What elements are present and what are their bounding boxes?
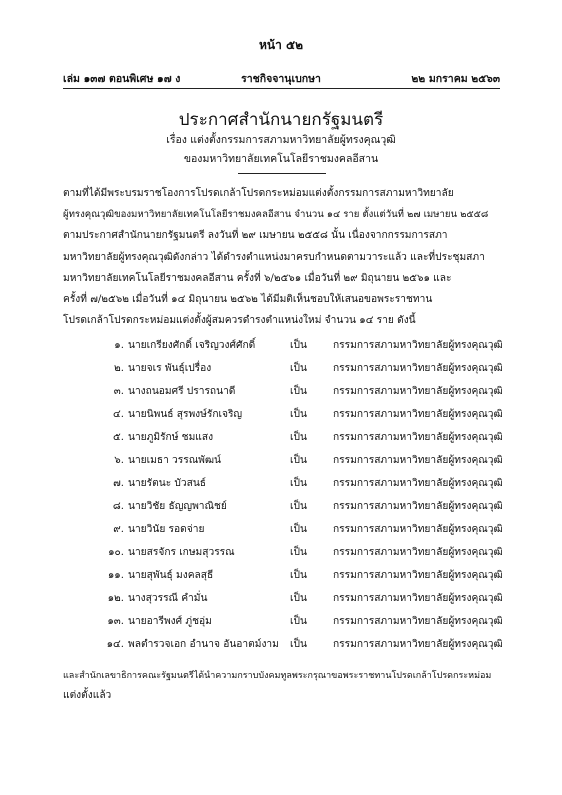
appointee-verb: เป็น <box>290 432 307 443</box>
body-line: ผู้ทรงคุณวุฒิของมหาวิทยาลัยเทคโนโลยีราชมงคลอีสาน จำนวน ๑๔ ราย ตั้งแต่วันที่ ๒๗ เมษายน ๒๕๕๘ <box>63 209 489 221</box>
appointee-position: กรรมการสภามหาวิทยาลัยผู้ทรงคุณวุฒิ <box>333 593 503 604</box>
appointee-verb: เป็น <box>290 570 307 581</box>
appointee-position: กรรมการสภามหาวิทยาลัยผู้ทรงคุณวุฒิ <box>333 478 503 489</box>
appointee-row <box>0 498 562 520</box>
appointee-row <box>0 544 562 566</box>
appointee-number: ๑. <box>114 340 124 351</box>
appointee-row <box>0 406 562 428</box>
appointee-verb: เป็น <box>290 386 307 397</box>
appointee-number: ๒. <box>114 363 124 374</box>
appointee-row <box>0 360 562 382</box>
appointee-number: ๑๔. <box>106 639 124 650</box>
appointee-verb: เป็น <box>290 639 307 650</box>
appointee-name: นายภูมิรักษ์ ชมแสง <box>128 432 214 443</box>
appointee-number: ๑๓. <box>107 616 124 627</box>
appointee-name: พลตำรวจเอก อำนาจ อันอาตม์งาม <box>128 639 279 650</box>
body-line: ตามประกาศสำนักนายกรัฐมนตรี ลงวันที่ ๒๙ เมษายน ๒๕๕๘ นั้น เนื่องจากกรรมการสภา <box>63 230 448 242</box>
title-divider <box>238 173 326 174</box>
appointee-number: ๘. <box>112 501 124 512</box>
body-line: ตามที่ได้มีพระบรมราชโองการโปรดเกล้าโปรดกระหม่อมแต่งตั้งกรรมการสภามหาวิทยาลัย <box>63 188 454 199</box>
closing-line: แต่งตั้งแล้ว <box>63 690 112 701</box>
appointee-verb: เป็น <box>290 593 307 604</box>
appointee-position: กรรมการสภามหาวิทยาลัยผู้ทรงคุณวุฒิ <box>333 547 503 558</box>
body-line: มหาวิทยาลัยผู้ทรงคุณวุฒิดังกล่าว ได้ดำรงตำแหน่งมาครบกำหนดตามวาระแล้ว และที่ประชุมสภา <box>63 251 485 263</box>
header-rule <box>63 88 500 89</box>
appointee-name: นางสุวรรณี คำมั่น <box>128 593 208 604</box>
appointee-number: ๑๒. <box>107 593 124 604</box>
body-line: มหาวิทยาลัยเทคโนโลยีราชมงคลอีสาน ครั้งที่ ๖/๒๕๖๑ เมื่อวันที่ ๒๙ มิถุนายน ๒๕๖๑ และ <box>63 272 452 284</box>
appointee-number: ๕. <box>113 432 124 443</box>
appointee-row <box>0 383 562 405</box>
appointee-verb: เป็น <box>290 616 307 627</box>
appointee-name: นายเมธา วรรณพัฒน์ <box>128 455 222 466</box>
appointee-verb: เป็น <box>290 363 307 374</box>
appointee-position: กรรมการสภามหาวิทยาลัยผู้ทรงคุณวุฒิ <box>333 386 503 397</box>
closing-line: และสำนักเลขาธิการคณะรัฐมนตรีได้นำความกราบบังคมทูลพระกรุณาขอพระราชทานโปรดเกล้าโปรดกระหม่อม <box>63 671 492 681</box>
gazette-name: ราชกิจจานุเบกษา <box>241 73 321 85</box>
appointee-position: กรรมการสภามหาวิทยาลัยผู้ทรงคุณวุฒิ <box>333 570 503 581</box>
appointee-verb: เป็น <box>290 340 307 351</box>
appointee-position: กรรมการสภามหาวิทยาลัยผู้ทรงคุณวุฒิ <box>333 340 503 351</box>
appointee-position: กรรมการสภามหาวิทยาลัยผู้ทรงคุณวุฒิ <box>333 363 503 374</box>
appointee-row <box>0 636 562 658</box>
appointee-number: ๓. <box>113 386 124 397</box>
page-number: หน้า ๕๒ <box>258 38 304 52</box>
appointee-number: ๖. <box>114 455 124 466</box>
appointee-number: ๙. <box>113 524 124 535</box>
appointee-name: นายอารีพงศ์ ภู่ชอุ่ม <box>128 616 212 627</box>
body-line: ครั้งที่ ๗/๒๕๖๒ เมื่อวันที่ ๑๔ มิถุนายน ๒๕๖๒ ได้มีมติเห็นชอบให้เสนอขอพระราชทาน <box>63 294 433 306</box>
appointee-row <box>0 567 562 589</box>
appointee-name: นายเกรียงศักดิ์ เจริญวงศ์ศักดิ์ <box>128 340 256 351</box>
volume-issue: เล่ม ๑๓๗ ตอนพิเศษ ๑๗ ง <box>63 73 181 85</box>
appointee-name: นายรัตนะ บัวสนธ์ <box>128 478 207 489</box>
appointee-name: นายวิชัย ธัญญพาณิชย์ <box>128 501 227 512</box>
appointee-row <box>0 452 562 474</box>
appointee-verb: เป็น <box>290 501 307 512</box>
appointee-name: นายจเร พันธุ์เปรื่อง <box>128 363 212 374</box>
appointee-name: นายสุพันธุ์ มงคลสุธี <box>128 570 214 581</box>
announcement-title: ประกาศสำนักนายกรัฐมนตรี <box>178 110 384 130</box>
body-paragraph <box>63 183 500 331</box>
appointee-verb: เป็น <box>290 409 307 420</box>
appointee-number: ๑๑. <box>107 570 124 581</box>
appointee-row <box>0 429 562 451</box>
appointee-verb: เป็น <box>290 455 307 466</box>
appointee-position: กรรมการสภามหาวิทยาลัยผู้ทรงคุณวุฒิ <box>333 409 503 420</box>
subject-line-2: ของมหาวิทยาลัยเทคโนโลยีราชมงคลอีสาน <box>183 153 379 165</box>
appointee-row <box>0 337 562 359</box>
appointee-verb: เป็น <box>290 547 307 558</box>
appointee-name: นายนิพนธ์ สุรพงษ์รักเจริญ <box>128 409 243 420</box>
appointee-position: กรรมการสภามหาวิทยาลัยผู้ทรงคุณวุฒิ <box>333 501 503 512</box>
appointee-row <box>0 521 562 543</box>
appointee-number: ๑๐. <box>108 547 124 558</box>
appointee-position: กรรมการสภามหาวิทยาลัยผู้ทรงคุณวุฒิ <box>333 616 503 627</box>
appointee-verb: เป็น <box>290 524 307 535</box>
appointee-verb: เป็น <box>290 478 307 489</box>
appointee-position: กรรมการสภามหาวิทยาลัยผู้ทรงคุณวุฒิ <box>333 524 503 535</box>
closing-paragraph <box>63 666 503 706</box>
appointee-position: กรรมการสภามหาวิทยาลัยผู้ทรงคุณวุฒิ <box>333 639 503 650</box>
publication-date: ๒๒ มกราคม ๒๕๖๓ <box>411 73 500 85</box>
appointee-row <box>0 613 562 635</box>
appointee-number: ๔. <box>113 409 124 420</box>
appointee-name: นายสรจักร เกษมสุวรรณ <box>128 547 235 558</box>
appointee-name: นายวินัย รอดจ่าย <box>128 524 205 535</box>
appointee-name: นางถนอมศรี ปรารถนาดี <box>128 386 236 397</box>
appointee-number: ๗. <box>113 478 124 489</box>
appointee-position: กรรมการสภามหาวิทยาลัยผู้ทรงคุณวุฒิ <box>333 432 503 443</box>
body-line: โปรดเกล้าโปรดกระหม่อมแต่งตั้งผู้สมควรดำรงตำแหน่งใหม่ จำนวน ๑๔ ราย ดังนี้ <box>63 315 416 327</box>
subject-line-1: เรื่อง แต่งตั้งกรรมการสภามหาวิทยาลัยผู้ทรงคุณวุฒิ <box>166 134 396 146</box>
appointee-row <box>0 590 562 612</box>
appointee-row <box>0 475 562 497</box>
appointee-position: กรรมการสภามหาวิทยาลัยผู้ทรงคุณวุฒิ <box>333 455 503 466</box>
